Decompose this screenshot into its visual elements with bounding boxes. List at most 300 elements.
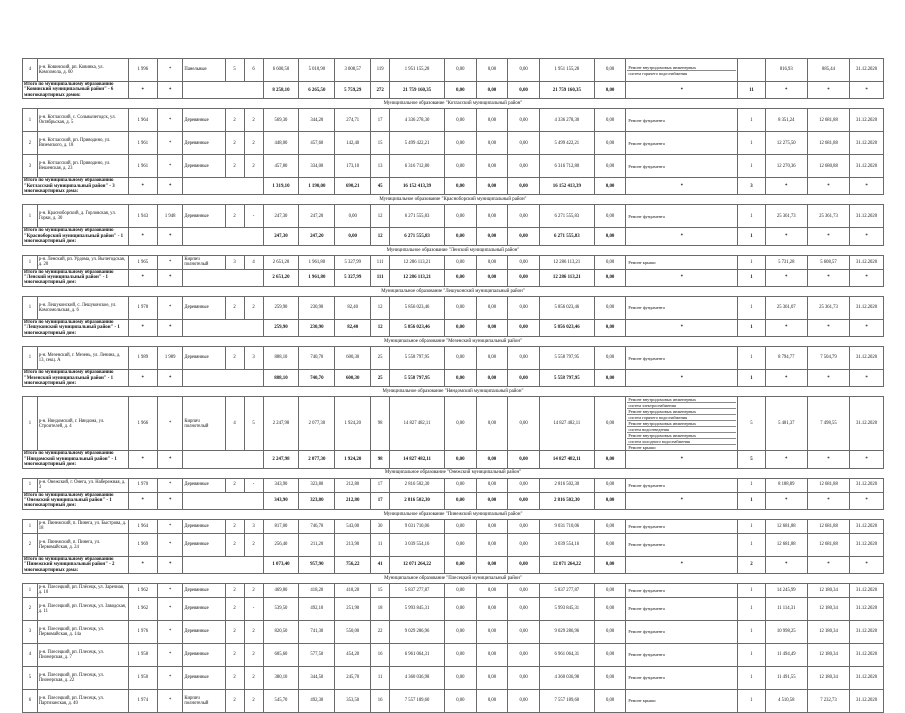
address-cell: р-н. Плесецкий, рп. Плесецк, ул. Пионерская, д. 7	[37, 643, 128, 666]
work-types-cell	[626, 643, 738, 666]
specific-cost-cell: 25 361,07	[765, 296, 807, 319]
floors-cell: 2	[225, 597, 244, 620]
rooms-area-cell: 746,70	[299, 519, 335, 533]
local-budget-cell: 0,00	[508, 583, 540, 597]
cost-total-cell: 7 557 189,60	[390, 689, 445, 712]
municipality-title: Муниципальное образование "Ленский муниципальный район"	[23, 245, 884, 255]
placeholder-cell: *	[850, 556, 884, 573]
wall-material-cell: Деревянные	[183, 478, 225, 492]
local-budget-cell: 0,00	[508, 59, 540, 82]
rooms-area-cell: 418,20	[299, 583, 335, 597]
work-type: Ремонт фундамента	[628, 629, 665, 635]
work-count-cell	[738, 59, 765, 82]
specific-cost-cell: 12 681,88	[765, 519, 807, 533]
row-number: 1	[23, 296, 38, 319]
subject-budget-cell: 0,00	[476, 109, 508, 132]
local-budget-cell: 0,00	[508, 132, 540, 155]
owners-funds-cell: 2 816 502,30	[539, 478, 594, 492]
local-budget-cell: 0,00	[508, 643, 540, 666]
wall-material-cell: Деревянные	[183, 132, 225, 155]
limit-cost-cell: 12 180,34	[807, 643, 849, 666]
subject-budget-cell: 0,00	[476, 689, 508, 712]
local-budget-cell: 0,00	[508, 109, 540, 132]
work-count-cell: 1	[738, 269, 765, 286]
residents-cell: 25	[371, 370, 390, 387]
address-cell: р-н. Ковинский, рп. Ковинка, ул. Комсомола, д. 60	[37, 59, 128, 82]
wall-material-cell: Кирпич полнотелый	[183, 255, 225, 269]
limit-cost-cell: 12 180,34	[807, 583, 849, 597]
municipality-total-row	[23, 319, 884, 336]
wall-material-cell: Кирпич полнотелый	[183, 397, 225, 451]
work-type: Ремонт фундамента	[628, 675, 665, 681]
total-area-cell: 569,30	[263, 109, 299, 132]
placeholder-cell: *	[807, 451, 849, 468]
placeholder-cell: *	[850, 370, 884, 387]
wall-material-cell: Деревянные	[183, 155, 225, 178]
work-type: Ремонт внутридомовых инженерных	[627, 433, 736, 439]
residents-cell: 17	[371, 109, 390, 132]
placeholder-cell: *	[626, 370, 738, 387]
commission-year-cell: 1 978	[128, 296, 158, 319]
reconstruction-year-cell: *	[158, 620, 183, 643]
total-label: Итого по муниципальному образованию "Котласский муниципальный район" - 3 многоквартирных дома:	[23, 178, 129, 195]
floors-cell: 3	[225, 255, 244, 269]
placeholder-cell: *	[158, 269, 183, 286]
work-count-cell: 1	[738, 597, 765, 620]
total-area-cell: 1 073,40	[263, 556, 299, 573]
local-budget-cell: 0,00	[508, 347, 540, 370]
cost-total-cell: 5 837 277,87	[390, 583, 445, 597]
owners-funds-cell: 2 816 502,30	[539, 492, 594, 509]
total-area-cell: 545,70	[263, 689, 299, 712]
placeholder-cell: *	[128, 178, 158, 195]
rooms-area-cell: 230,90	[299, 319, 335, 336]
work-count-cell: 1	[738, 132, 765, 155]
fund-cell: 0,00	[444, 666, 476, 689]
placeholder-cell: *	[158, 82, 183, 99]
work-types-cell	[626, 109, 738, 132]
subject-budget-cell: 0,00	[476, 269, 508, 286]
work-type: Ремонт фундамента	[628, 523, 665, 529]
floors-cell: 2	[225, 689, 244, 712]
living-area-cell: 5 327,99	[335, 255, 371, 269]
fund-cell: 0,00	[444, 583, 476, 597]
plan-date-cell: 31.12.2020	[850, 255, 884, 269]
owners-funds-cell: 5 993 845,31	[539, 597, 594, 620]
owners-funds-cell: 16 152 413,39	[539, 178, 594, 195]
residents-cell: 12	[371, 319, 390, 336]
entrances-cell: -	[244, 478, 263, 492]
local-budget-cell: 0,00	[508, 296, 540, 319]
owners-funds-2-cell: 0,00	[594, 397, 626, 451]
residents-cell: 41	[371, 556, 390, 573]
subject-budget-cell: 0,00	[476, 397, 508, 451]
plan-date-cell: 31.12.2020	[850, 533, 884, 556]
row-number: 3	[23, 620, 38, 643]
wall-material-cell: Деревянные	[183, 666, 225, 689]
wall-material-cell: Деревянные	[183, 620, 225, 643]
residents-cell: 11	[371, 666, 390, 689]
fund-cell: 0,00	[444, 451, 476, 468]
living-area-cell: 173,10	[335, 155, 371, 178]
specific-cost-cell: 816,93	[765, 59, 807, 82]
total-area-cell: 469,80	[263, 583, 299, 597]
work-count-cell: 1	[738, 620, 765, 643]
subject-budget-cell: 0,00	[476, 519, 508, 533]
wall-material-cell: Деревянные	[183, 109, 225, 132]
fund-cell: 0,00	[444, 643, 476, 666]
living-area-cell: 454,20	[335, 643, 371, 666]
owners-funds-cell: 14 827 482,11	[539, 451, 594, 468]
owners-funds-2-cell: 0,00	[594, 82, 626, 99]
cost-total-cell: 21 759 160,35	[390, 82, 445, 99]
work-type: Ремонт фундамента	[628, 542, 665, 548]
owners-funds-cell: 9 029 286,96	[539, 620, 594, 643]
commission-year-cell: 1 964	[128, 109, 158, 132]
reconstruction-year-cell: *	[158, 132, 183, 155]
rooms-area-cell: 492,30	[299, 689, 335, 712]
local-budget-cell: 0,00	[508, 478, 540, 492]
work-type: Ремонт крыши	[628, 698, 656, 704]
work-types-cell	[626, 397, 738, 451]
subject-budget-cell: 0,00	[476, 178, 508, 195]
placeholder-cell: *	[807, 556, 849, 573]
commission-year-cell: 1 962	[128, 597, 158, 620]
work-count-cell: 1	[738, 347, 765, 370]
fund-cell: 0,00	[444, 228, 476, 245]
subject-budget-cell: 0,00	[476, 347, 508, 370]
placeholder-cell: *	[158, 492, 183, 509]
work-count-cell: 1	[738, 583, 765, 597]
wall-material-cell: Кирпич полнотелый	[183, 689, 225, 712]
work-type: Ремонт крыши	[628, 259, 656, 265]
work-type: Ремонт фундамента	[628, 305, 665, 311]
floors-cell: 2	[225, 666, 244, 689]
limit-cost-cell: 5 608,57	[807, 255, 849, 269]
cost-total-cell: 9 029 286,96	[390, 620, 445, 643]
rooms-area-cell: 1 961,80	[299, 269, 335, 286]
local-budget-cell: 0,00	[508, 370, 540, 387]
placeholder-cell: *	[807, 269, 849, 286]
total-label: Итого по муниципальному образованию "Пинежский муниципальный район" - 2 многоквартирных дома:	[23, 556, 129, 573]
subject-budget-cell: 0,00	[476, 370, 508, 387]
commission-year-cell: 1 950	[128, 666, 158, 689]
residents-cell: 98	[371, 451, 390, 468]
entrances-cell: 2	[244, 643, 263, 666]
residents-cell: 12	[371, 296, 390, 319]
municipality-total-row	[23, 269, 884, 286]
residents-cell: 16	[371, 689, 390, 712]
entrances-cell: 3	[244, 519, 263, 533]
local-budget-cell: 0,00	[508, 597, 540, 620]
municipality-total-row	[23, 370, 884, 387]
fund-cell: 0,00	[444, 519, 476, 533]
table-row	[23, 643, 884, 666]
work-types-cell	[626, 155, 738, 178]
commission-year-cell: 1 962	[128, 583, 158, 597]
work-type: Ремонт фундамента	[628, 652, 665, 658]
row-number: 1	[23, 347, 38, 370]
floors-cell: 4	[225, 397, 244, 451]
specific-cost-cell: 5 731,28	[765, 255, 807, 269]
residents-cell: 17	[371, 478, 390, 492]
row-number: 1	[23, 478, 38, 492]
specific-cost-cell: 11 114,31	[765, 597, 807, 620]
reconstruction-year-cell: *	[158, 296, 183, 319]
work-type: систем горячего водоснабжения	[627, 415, 736, 421]
specific-cost-cell: 8 351,24	[765, 109, 807, 132]
municipality-title: Муниципальное образование "Мезенский муниципальный район"	[23, 337, 884, 347]
residents-cell: 11	[371, 533, 390, 556]
entrances-cell: -	[244, 205, 263, 228]
address-cell: р-н. Плесецкий, рп. Плесецк, ул. Первомайская, д. 14а	[37, 620, 128, 643]
total-label: Итого по муниципальному образованию "Красноборский муниципальный район" - 1 многоквартирный дом:	[23, 228, 129, 245]
municipality-header	[23, 573, 884, 583]
work-type: систем холодного водоснабжения	[627, 439, 736, 445]
living-area-cell: 5 759,29	[335, 82, 371, 99]
reconstruction-year-cell: *	[158, 519, 183, 533]
table-row	[23, 132, 884, 155]
total-area-cell: 888,10	[263, 370, 299, 387]
placeholder-cell	[183, 556, 263, 573]
rooms-area-cell: 492,10	[299, 597, 335, 620]
living-area-cell: 0,00	[335, 228, 371, 245]
placeholder-cell	[183, 178, 263, 195]
cost-total-cell: 14 827 482,11	[390, 397, 445, 451]
living-area-cell: 600,30	[335, 370, 371, 387]
local-budget-cell: 0,00	[508, 689, 540, 712]
owners-funds-cell: 5 499 422,21	[539, 132, 594, 155]
municipality-header	[23, 245, 884, 255]
entrances-cell: 4	[244, 255, 263, 269]
residents-cell: 15	[371, 583, 390, 597]
reconstruction-year-cell: *	[158, 689, 183, 712]
placeholder-cell: *	[158, 370, 183, 387]
work-count-cell: 1	[738, 478, 765, 492]
subject-budget-cell: 0,00	[476, 296, 508, 319]
placeholder-cell: *	[626, 492, 738, 509]
commission-year-cell: 1 966	[128, 397, 158, 451]
plan-date-cell: 31.12.2020	[850, 519, 884, 533]
total-area-cell: 343,90	[263, 478, 299, 492]
total-area-cell: 343,90	[263, 492, 299, 509]
rooms-area-cell: 6 265,50	[299, 82, 335, 99]
limit-cost-cell: 12 681,88	[807, 132, 849, 155]
plan-date-cell: 31.12.2020	[850, 689, 884, 712]
living-area-cell: 212,80	[335, 478, 371, 492]
reconstruction-year-cell: *	[158, 59, 183, 82]
work-count-cell: 1	[738, 370, 765, 387]
subject-budget-cell: 0,00	[476, 319, 508, 336]
address-cell: р-н. Онежский, г. Онега, ул. Набережная, д. 3	[37, 478, 128, 492]
fund-cell: 0,00	[444, 533, 476, 556]
residents-cell: 272	[371, 82, 390, 99]
reconstruction-year-cell: *	[158, 478, 183, 492]
row-number: 1	[23, 397, 38, 451]
subject-budget-cell: 0,00	[476, 132, 508, 155]
fund-cell: 0,00	[444, 132, 476, 155]
rooms-area-cell: 740,70	[299, 370, 335, 387]
work-count-cell: 5	[738, 451, 765, 468]
table-row	[23, 666, 884, 689]
work-type: Ремонт внутридомовых инженерных	[627, 421, 736, 427]
local-budget-cell: 0,00	[508, 397, 540, 451]
work-types-cell	[626, 205, 738, 228]
subject-budget-cell: 0,00	[476, 583, 508, 597]
work-type: систем горячего водоснабжения	[628, 70, 688, 76]
owners-funds-cell: 6 271 555,83	[539, 228, 594, 245]
fund-cell: 0,00	[444, 178, 476, 195]
table-row	[23, 255, 884, 269]
work-type: Ремонт внутридомовых инженерных	[627, 409, 736, 415]
row-number: 1	[23, 109, 38, 132]
plan-date-cell: 31.12.2020	[850, 109, 884, 132]
rooms-area-cell: 5 010,90	[299, 59, 335, 82]
subject-budget-cell: 0,00	[476, 643, 508, 666]
municipality-title: Муниципальное образование "Няндомский муниципальный район"	[23, 387, 884, 397]
owners-funds-2-cell: 0,00	[594, 478, 626, 492]
cost-total-cell: 2 816 502,30	[390, 478, 445, 492]
placeholder-cell: *	[765, 269, 807, 286]
row-number: 1	[23, 583, 38, 597]
living-area-cell: 1 924,20	[335, 451, 371, 468]
municipality-title: Муниципальное образование "Плесецкий муниципальный район"	[23, 573, 884, 583]
rooms-area-cell: 344,50	[299, 666, 335, 689]
placeholder-cell: *	[626, 178, 738, 195]
local-budget-cell: 0,00	[508, 178, 540, 195]
placeholder-cell: *	[158, 319, 183, 336]
living-area-cell: 418,20	[335, 583, 371, 597]
subject-budget-cell: 0,00	[476, 155, 508, 178]
specific-cost-cell: 12 275,50	[765, 132, 807, 155]
fund-cell: 0,00	[444, 269, 476, 286]
municipality-total-row	[23, 451, 884, 468]
address-cell: р-н. Котласский, рп. Приводино, ул. Вешенская, д. 23	[37, 155, 128, 178]
placeholder-cell: *	[765, 370, 807, 387]
commission-year-cell: 1 958	[128, 643, 158, 666]
work-count-cell: 1	[738, 205, 765, 228]
placeholder-cell: *	[626, 451, 738, 468]
rooms-area-cell: 247,20	[299, 205, 335, 228]
subject-budget-cell: 0,00	[476, 556, 508, 573]
limit-cost-cell: 12 681,88	[807, 478, 849, 492]
table-row	[23, 533, 884, 556]
total-area-cell: 6 600,50	[263, 59, 299, 82]
wall-material-cell: Деревянные	[183, 347, 225, 370]
row-number: 4	[23, 59, 38, 82]
placeholder-cell: *	[128, 228, 158, 245]
living-area-cell: 251,90	[335, 597, 371, 620]
placeholder-cell: *	[626, 228, 738, 245]
table-row	[23, 583, 884, 597]
row-number: 1	[23, 255, 38, 269]
limit-cost-cell: 7 232,73	[807, 689, 849, 712]
placeholder-cell: *	[158, 228, 183, 245]
owners-funds-2-cell: 0,00	[594, 296, 626, 319]
wall-material-cell: Деревянные	[183, 583, 225, 597]
owners-funds-2-cell: 0,00	[594, 689, 626, 712]
owners-funds-2-cell: 0,00	[594, 228, 626, 245]
table-row	[23, 205, 884, 228]
fund-cell: 0,00	[444, 397, 476, 451]
wall-material-cell: Деревянные	[183, 643, 225, 666]
address-cell: р-н. Пинежский, п. Пинега, ул. Первомайская, д. 24	[37, 533, 128, 556]
table-row	[23, 478, 884, 492]
plan-date-cell: 31.12.2020	[850, 597, 884, 620]
owners-funds-2-cell: 0,00	[594, 643, 626, 666]
owners-funds-2-cell: 0,00	[594, 370, 626, 387]
owners-funds-2-cell: 0,00	[594, 255, 626, 269]
register-sheet	[22, 58, 884, 713]
work-types-cell	[626, 583, 738, 597]
total-area-cell: 259,90	[263, 319, 299, 336]
owners-funds-cell: 4 336 278,30	[539, 109, 594, 132]
floors-cell: 2	[225, 533, 244, 556]
limit-cost-cell: 12 681,88	[807, 533, 849, 556]
placeholder-cell	[183, 451, 263, 468]
placeholder-cell: *	[850, 228, 884, 245]
residents-cell: 119	[371, 59, 390, 82]
entrances-cell: 2	[244, 689, 263, 712]
placeholder-cell: *	[765, 556, 807, 573]
total-area-cell: 2 651,20	[263, 269, 299, 286]
placeholder-cell	[183, 319, 263, 336]
cost-total-cell: 12 286 113,21	[390, 255, 445, 269]
residents-cell: 16	[371, 643, 390, 666]
fund-cell: 0,00	[444, 296, 476, 319]
table-row	[23, 397, 884, 451]
placeholder-cell: *	[128, 556, 158, 573]
cost-total-cell: 2 816 502,30	[390, 492, 445, 509]
address-cell: р-н. Мезенский, г. Мезень, ул. Ленина, д. 13, секц. А	[37, 347, 128, 370]
placeholder-cell	[183, 228, 263, 245]
reconstruction-year-cell: *	[158, 397, 183, 451]
entrances-cell: 5	[244, 397, 263, 451]
cost-total-cell: 12 071 264,22	[390, 556, 445, 573]
work-count-cell: 1	[738, 689, 765, 712]
municipality-total-row	[23, 82, 884, 99]
capital-repair-table	[22, 58, 884, 713]
municipality-title: Муниципальное образование "Красноборский муниципальный район"	[23, 195, 884, 205]
wall-material-cell: Панельные	[183, 59, 225, 82]
local-budget-cell: 0,00	[508, 269, 540, 286]
total-area-cell: 888,10	[263, 347, 299, 370]
work-count-cell: 1	[738, 519, 765, 533]
owners-funds-cell: 5 558 797,95	[539, 347, 594, 370]
floors-cell: 2	[225, 296, 244, 319]
limit-cost-cell: 12 180,34	[807, 597, 849, 620]
residents-cell: 22	[371, 620, 390, 643]
total-label: Итого по муниципальному образованию "Ленский муниципальный район" - 1 многоквартирный дом:	[23, 269, 129, 286]
work-type: Ремонт фундамента	[628, 482, 665, 488]
municipality-title: Муниципальное образование "Пинежский муниципальный район"	[23, 509, 884, 519]
residents-cell: 30	[371, 519, 390, 533]
municipality-header	[23, 99, 884, 109]
work-count-cell: 1	[738, 492, 765, 509]
wall-material-cell: Деревянные	[183, 205, 225, 228]
floors-cell: 2	[225, 132, 244, 155]
owners-funds-2-cell: 0,00	[594, 347, 626, 370]
table-body	[23, 59, 884, 713]
fund-cell: 0,00	[444, 370, 476, 387]
address-cell: р-н. Плесецкий, рп. Плёсецк, ул. Заречная, д. 10	[37, 583, 128, 597]
specific-cost-cell: 8 188,89	[765, 478, 807, 492]
subject-budget-cell: 0,00	[476, 478, 508, 492]
owners-funds-2-cell: 0,00	[594, 556, 626, 573]
table-row	[23, 59, 884, 82]
fund-cell: 0,00	[444, 59, 476, 82]
cost-total-cell: 6 316 712,80	[390, 155, 445, 178]
